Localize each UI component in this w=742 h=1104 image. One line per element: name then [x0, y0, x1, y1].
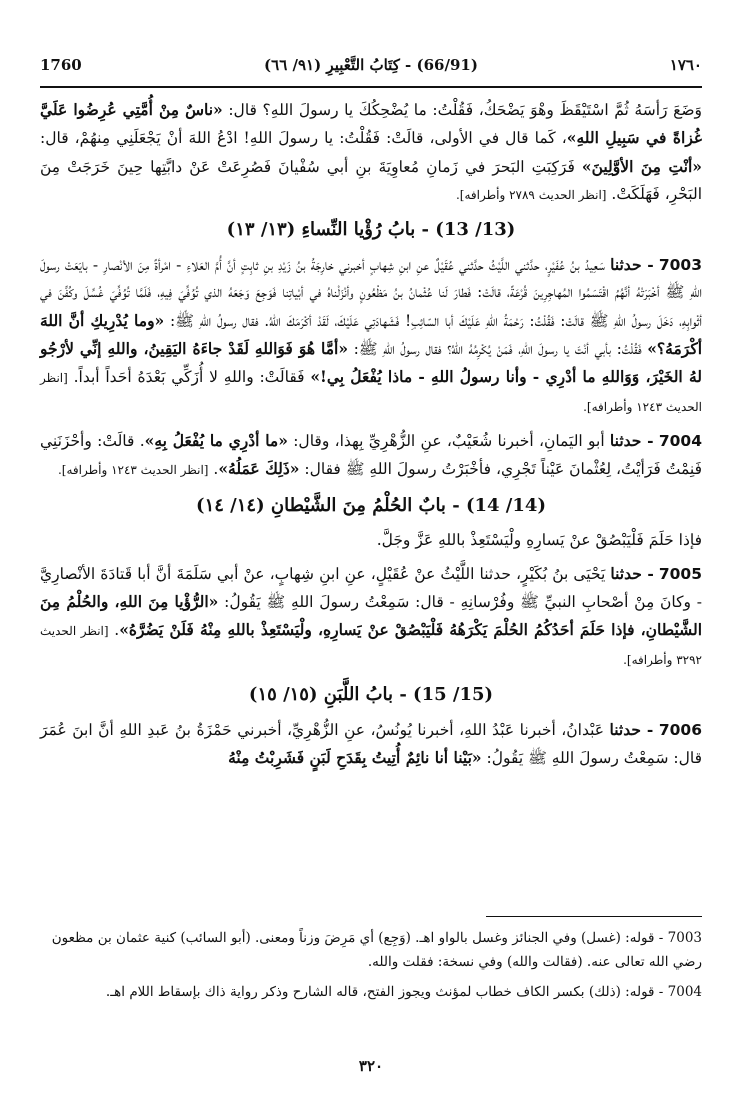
footnote-7003: 7003 - قوله: (غسل) وفي الجنائز وغسل بالواو اهـ. (وَجِع) أي مَرِضَ وزناً ومعنى. (أبو السائب) كنية عثمان بن مظعون رضي الله تعالى عنه. (فقالت والله) وفي نسخة: فقلت والله. [51, 930, 702, 970]
footnotes [40, 926, 702, 1010]
chapter-heading: (15/ 15) - بابُ اللَّبَنِ (١٥/ ١٥) [248, 684, 494, 706]
hadith-number: 7003 [658, 256, 702, 275]
cross-reference: [انظر الحديث ١٢٤٣ وأطرافه]. [40, 371, 702, 414]
page-number-arabic: ١٧٦٠ [669, 56, 702, 74]
page-number-latin: 1760 [40, 56, 82, 74]
footnote-7004: 7004 - قوله: (ذلك) بكسر الكاف خطاب لمؤنث ويجوز الفتح، قاله الشارح وذكر رواية ذاك بإسقاط اللام اهـ. [105, 984, 702, 1000]
chapter-heading: (14/ 14) - بابٌ الحُلْمُ مِنَ الشَّيْطانِ (١٤/ ١٤) [196, 494, 546, 516]
hadith-label: - حدثنا [609, 720, 654, 740]
page-number-footer: ٣٢٠ [358, 1057, 384, 1075]
hadith-label: - حدثنا [610, 255, 654, 275]
cross-reference: [انظر الحديث ١٢٤٣ وأطرافه]. [57, 463, 209, 478]
hadith-number: 7005 [658, 564, 702, 583]
hadith-number: 7004 [658, 431, 702, 450]
running-title: (66/91) - كِتَابُ التَّعْبِيرِ (٩١/ ٦٦) [264, 56, 478, 74]
hadith-7006: 7006 - حدثنا عَبْدانُ، أخبرنا عَبْدُ اللهِ، أخبرنا يُونُسُ، عنِ الزُّهْرِيِّ، أخبرني حَمْزَةُ بنُ عَبدِ اللهِ أنَّ ابنَ عُمَرَ قال: سَمِعْتُ رسولَ اللهِ ﷺ يَقُولُ: «بَيْنا أنا نائِمٌ أُتِيتُ بِقَدَحِ لَبَنٍ فَشَرِبْتُ مِنْهُ [40, 720, 702, 768]
hadith-7005: 7005 - حدثنا يَحْيَى بنُ بُكَيْرٍ، حدثنا اللَّيْثُ عنْ عُقَيْلٍ، عنِ ابنِ شِهابٍ، عنْ أبي سَلَمَةَ أنَّ أبا قَتادَةَ الأنْصارِيَّ - وكانَ مِنْ أصْحابِ النبيِّ ﷺ وفُرْسانِهِ - قال: سَمِعْتُ رسولَ اللهِ ﷺ يَقُولُ: «الرُّؤْيا مِنَ اللهِ، والحُلْمُ مِنَ الشَّيْطانِ، فإذا حَلَمَ أحَدُكُمُ الحُلْمَ يَكْرَهُهُ فَلْيَبْصُقْ عنْ يَسارِهِ، ولْيَسْتَعِذْ باللهِ مِنْهُ فَلَنْ يَضُرَّهُ». [انظر الحديث ٣٢٩٢ وأطرافه]. [40, 563, 703, 667]
cross-reference: [انظر الحديث ٢٧٨٩ وأطرافه]. [455, 187, 607, 202]
footnote-divider [486, 916, 702, 917]
chapter-intro: فإذا حَلَمَ فَلْيَبْصُقْ عنْ يَسارِهِ ولْيَسْتَعِذْ باللهِ عَزَّ وجَلَّ. [376, 530, 702, 549]
page-header [40, 56, 702, 86]
cross-reference: [انظر الحديث ٣٢٩٢ وأطرافه]. [40, 624, 702, 667]
continued-hadith: وَضَعَ رَأسَهُ ثُمَّ اسْتَيْقَظَ وهْوَ يَضْحَكُ، فَقُلْتُ: ما يُضْحِكُكَ يا رسولَ اللهِ؟ قال: «ناسٌ مِنْ أُمَّتِي عُرِضُوا عَلَيَّ غُزاةً في سَبِيلِ اللهِ»، كَما قال في الأولى، قالَتْ: فَقُلْتُ: يا رسولَ اللهِ! ادْعُ اللهَ أنْ يَجْعَلَنِي مِنهُمْ، قال: «أنْتِ مِنَ الأوَّلِينَ» فَرَكِبَتِ البَحرَ في زَمانِ مُعاوِيَةَ بنِ أبي سُفْيانَ فَصُرِعَتْ عَنْ دابَّتِها حِينَ خَرَجَتْ مِنَ البَحْرِ، فَهَلَكَتْ. [انظر الحديث ٢٧٨٩ وأطرافه]. [40, 100, 702, 203]
hadith-7004: 7004 - حدثنا أبو اليَمانِ، أخبرنا شُعَيْبٌ، عنِ الزُّهْرِيِّ بِهذا، وقال: «ما أدْرِي ما يُفْعَلُ بِهِ». قالَتْ: وأحْزَنَنِي فَنِمْتُ فَرَأيْتُ، لِعُثْمانَ عَيْناً تَجْرِي، فأخْبَرْتُ رسولَ اللهِ ﷺ فقال: «ذَلِكَ عَمَلُهُ». [انظر الحديث ١٢٤٣ وأطرافه]. [40, 430, 702, 479]
chapter-heading: (13/ 13) - بابُ رُؤْيا النِّساءِ (١٣/ ١٣) [226, 219, 516, 241]
hadith-number: 7006 [658, 721, 702, 740]
main-text [40, 96, 702, 779]
hadith-7003: 7003 - حدثنا سَعِيدُ بنُ عُفَيْرٍ، حدَّثني اللَّيْثُ حدَّثني عُقَيْلٌ عنِ ابنِ شِهابٍ أخبرني خارِجَةُ بنُ زَيْدِ بنِ ثابِتٍ أنَّ أُمَّ العَلاءِ - امْرأةً مِنَ الأنْصارِ - بايَعَتْ رسولَ اللهِ ﷺ أخْبَرَتْهُ أنَّهُمُ اقْتَسَمُوا المُهاجِرِينَ قُرْعَةً، قالَتْ: فَطارَ لَنا عُثْمانُ بنُ مَظْعُونٍ وأنْزَلْناهُ في أبْياتِنا فَوَجِعَ وَجَعَهُ الذي تُوُفِّيَ فِيهِ، فَلَمَّا تُوُفِّيَ غُسِّلَ وكُفِّنَ في أثْوابِهِ، دَخَلَ رسولُ اللهِ ﷺ قالَتْ: فَقُلْتُ: رَحْمَةُ اللهِ عَلَيْكَ أبا السّائِبِ! فَشَهادَتِي عَلَيْكَ، لَقَدْ أكْرَمَكَ اللهُ. فقال رسولُ اللهِ ﷺ: «وما يُدْرِيكِ أنَّ اللهَ أكْرَمَهُ؟» فَقُلْتُ: بأبي أنْتَ يا رسولَ اللهِ، فَمَنْ يُكْرِمُهُ اللهُ؟ فقال رسولُ اللهِ ﷺ: «أمَّا هُوَ فَوَاللهِ لَقَدْ جاءَهُ اليَقِينُ، واللهِ إنِّي لأرْجُو لهُ الخَيْرَ، وَوَاللهِ ما أدْرِي - وأنا رسولُ اللهِ - ماذا يُفْعَلُ بِي!» فَقالَتْ: واللهِ لا أُزَكِّي بَعْدَهُ أحَداً أبداً. [انظر الحديث ١٢٤٣ وأطرافه]. [40, 255, 702, 414]
hadith-label: - حدثنا [610, 563, 654, 583]
hadith-label: - حدثنا [609, 430, 654, 450]
header-divider [40, 86, 702, 88]
